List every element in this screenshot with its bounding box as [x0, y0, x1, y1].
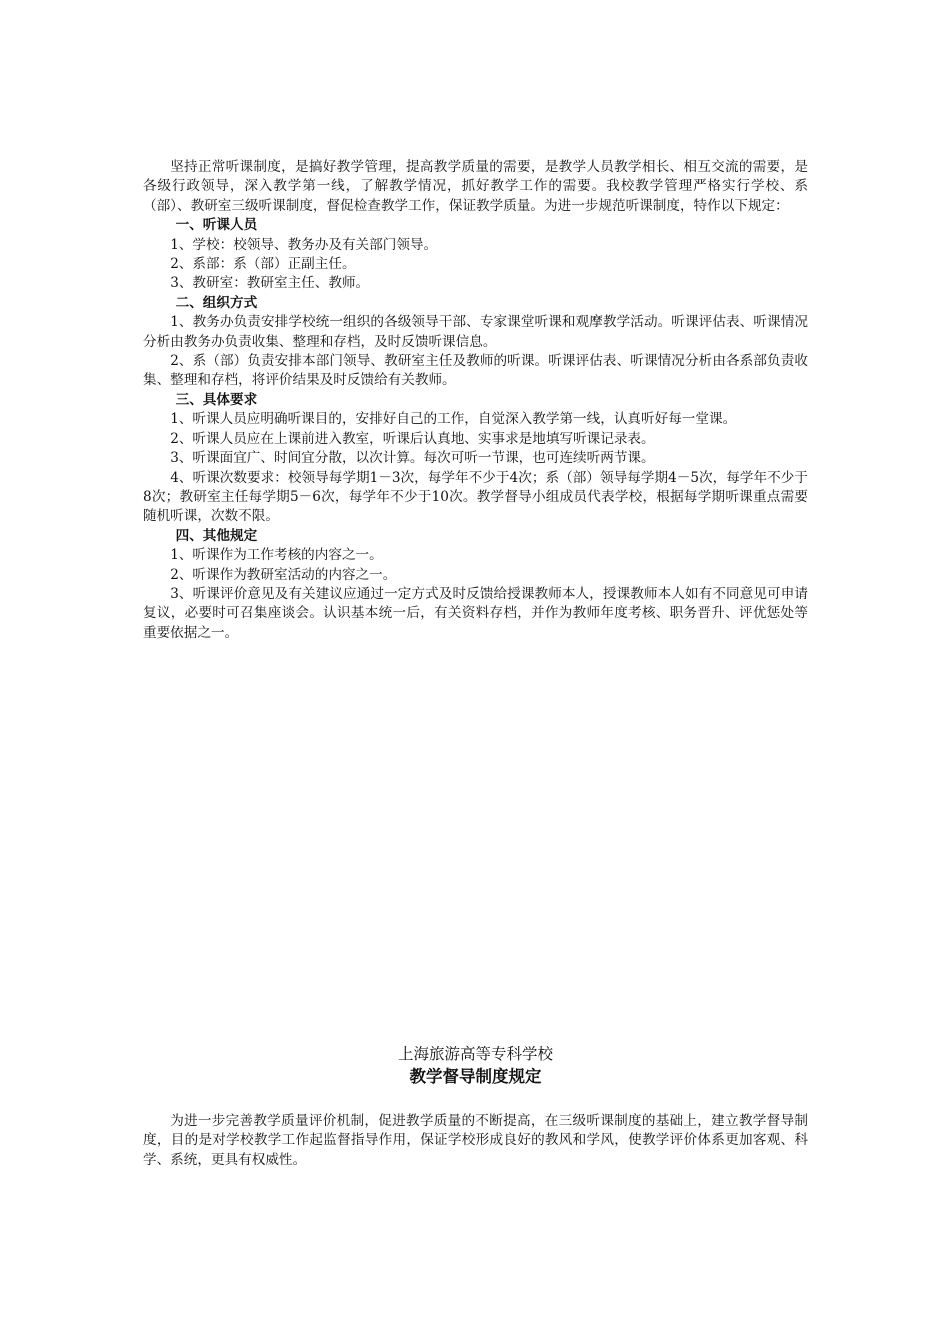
section-organization [143, 294, 808, 391]
section-item: 2、听课人员应在上课前进入教室，听课后认真地、实事求是地填写听课记录表。 [170, 430, 655, 447]
section-item: 1、听课作为工作考核的内容之一。 [170, 547, 383, 564]
section-item: 1、教务办负责安排学校统一组织的各级领导干部、专家课堂听课和观摩教学活动。听课评估表、听课情况分析由教务办负责收集、整理和存档，及时反馈听课信息。 [143, 314, 808, 350]
document-title: 教学督导制度规定 [409, 1067, 542, 1086]
section-heading: 一、听课人员 [175, 217, 258, 234]
listening-regulations-document [143, 158, 808, 643]
section-requirements [143, 391, 808, 527]
section-item: 3、听课评价意见及有关建议应通过一定方式及时反馈给授课教师本人，授课教师本人如有不同意见可申请复议，必要时可召集座谈会。认识基本统一后，有关资料存档，并作为教师年度考核、职务晋升、评优惩处等重要依据之一。 [143, 585, 808, 641]
school-name: 上海旅游高等专科学校 [397, 1045, 553, 1063]
section-item: 3、教研室：教研室主任、教师。 [170, 275, 370, 292]
section-item: 2、听课作为教研室活动的内容之一。 [170, 566, 397, 583]
section-heading: 二、组织方式 [175, 294, 258, 311]
section-item: 1、学校：校领导、教务办及有关部门领导。 [170, 236, 438, 253]
section-personnel [143, 216, 808, 294]
section-item: 1、听课人员应明确听课目的，安排好自己的工作，自觉深入教学第一线，认真听好每一堂课。 [170, 411, 737, 428]
supervision-intro-paragraph: 为进一步完善教学质量评价机制，促进教学质量的不断提高，在三级听课制度的基础上，建立教学督导制度，目的是对学校教学工作起监督指导作用，保证学校形成良好的教风和学风，使教学评价体系更加客观、科学、系统，更具有权威性。 [143, 1113, 808, 1168]
section-item: 2、系（部）负责安排本部门领导、教研室主任及教师的听课。听课评估表、听课情况分析由各系部负责收集、整理和存档，将评价结果及时反馈给有关教师。 [143, 353, 808, 389]
section-item: 2、系部：系（部）正副主任。 [170, 256, 356, 273]
section-item: 3、听课面宜广、时间宜分散，以次计算。每次可听一节课，也可连续听两节课。 [170, 450, 655, 467]
section-heading: 四、其他规定 [175, 527, 258, 544]
section-heading: 三、具体要求 [175, 391, 258, 408]
section-other-rules [143, 527, 808, 643]
intro-paragraph: 坚持正常听课制度，是搞好教学管理，提高教学质量的需要，是教学人员教学相长、相互交流的需要，是各级行政领导，深入教学第一线，了解教学情况，抓好教学工作的需要。我校教学管理严格实行学校、系（部）、教研室三级听课制度，督促检查教学工作，保证教学质量。为进一步规范听课制度，特作以下规定： [143, 159, 808, 214]
section-item: 4、听课次数要求：校领导每学期1－3次，每学年不少于4次；系（部）领导每学期4－5次，每学年不少于8次；教研室主任每学期5－6次，每学年不少于10次。教学督导小组成员代表学校，根据每学期听课重点需要随机听课，次数不限。 [143, 469, 808, 525]
supervision-regulations-document [143, 1043, 808, 1170]
